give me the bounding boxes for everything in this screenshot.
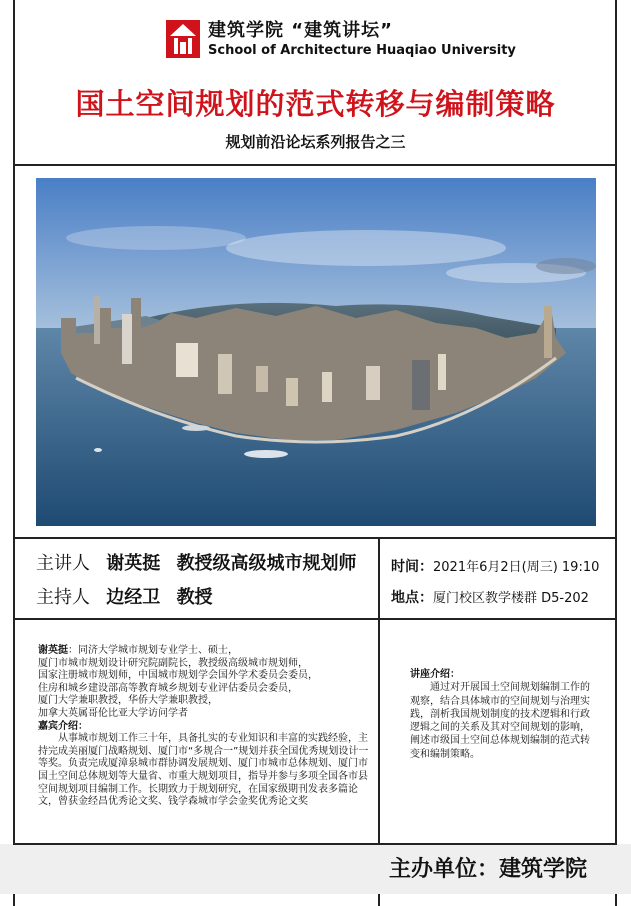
band-top-line xyxy=(13,537,617,539)
host-line xyxy=(36,583,213,609)
bio-line: 厦门市城市规划设计研究院副院长，教授级高级城市规划师， xyxy=(38,657,308,669)
speaker-title: 教授级高级城市规划师 xyxy=(176,553,357,574)
event-place xyxy=(391,587,589,607)
speaker-name: 谢英挺 xyxy=(106,553,161,574)
time-value: 2021年6月2日(周三) 19:10 xyxy=(433,560,600,575)
bio-line: 加拿大英属哥伦比亚大学访问学者 xyxy=(38,707,188,719)
speaker-line xyxy=(36,549,357,575)
time-label: 时间： xyxy=(391,559,433,575)
band-bottom-line xyxy=(13,618,617,620)
event-time xyxy=(391,556,599,576)
bio-line: 国家注册城市规划师，中国城市规划学会国外学术委员会委员， xyxy=(38,670,318,682)
city-skyline-photo xyxy=(36,178,596,526)
logo-chinese-text: 建筑学院 “建筑讲坛” xyxy=(208,20,393,41)
bio-line: 厦门大学兼职教授，华侨大学兼职教授， xyxy=(38,695,218,707)
speaker-bio xyxy=(38,645,370,809)
band-divider xyxy=(378,537,380,620)
organizer: 主办单位：建筑学院 xyxy=(389,857,588,882)
place-value: 厦门校区教学楼群 D5-202 xyxy=(433,591,589,606)
speaker-label: 主讲人 xyxy=(36,553,90,574)
host-title: 教授 xyxy=(176,587,213,608)
school-logo xyxy=(166,20,516,64)
page-subtitle: 规划前沿论坛系列报告之三 xyxy=(225,133,406,151)
bio-name-suffix: ：同济大学城市规划专业学士、硕士， xyxy=(68,645,238,656)
place-label: 地点： xyxy=(391,590,433,606)
host-name: 边经卫 xyxy=(106,587,161,608)
school-emblem-icon xyxy=(166,20,200,58)
lecture-text: 通过对开展国土空间规划编制工作的观察，结合具体城市的空间规划与治理实践，剖析我国规划制度的技术逻辑和行政逻辑之间的关系及其对空间规划的影响，阐述市级国土空间总体规划编制的范式转变和编制策略。 xyxy=(410,682,590,760)
lecture-intro xyxy=(410,668,596,761)
logo-english-text: School of Architecture Huaqiao University xyxy=(208,43,516,58)
lecture-heading: 讲座介绍： xyxy=(410,669,460,680)
guest-heading: 嘉宾介绍： xyxy=(38,720,88,732)
header-divider xyxy=(13,164,617,166)
guest-text: 从事城市规划工作三十年，具备扎实的专业知识和丰富的实践经验，主持完成美丽厦门战略规划、厦门市“多规合一”规划并获全国优秀规划设计一等奖。负责完成厦漳泉城市群协调发展规划、厦门市城市总体规划、厦门市国土空间总体规划等大量省、市重大规划项目，指导并参与多项全国各市县空间规划项目编制工作。长期致力于规划研究，在国家级期刊发表多篇论文，曾获金经昌优秀论文奖、钱学森城市学会金奖优秀论文奖 xyxy=(38,733,369,808)
bio-name: 谢英挺 xyxy=(38,645,68,656)
page-title: 国土空间规划的范式转移与编制策略 xyxy=(75,87,556,121)
host-label: 主持人 xyxy=(36,587,90,608)
bio-line: 住房和城乡建设部高等教育城乡规划专业评估委员会委员， xyxy=(38,682,298,694)
footer-top-line xyxy=(13,843,617,845)
